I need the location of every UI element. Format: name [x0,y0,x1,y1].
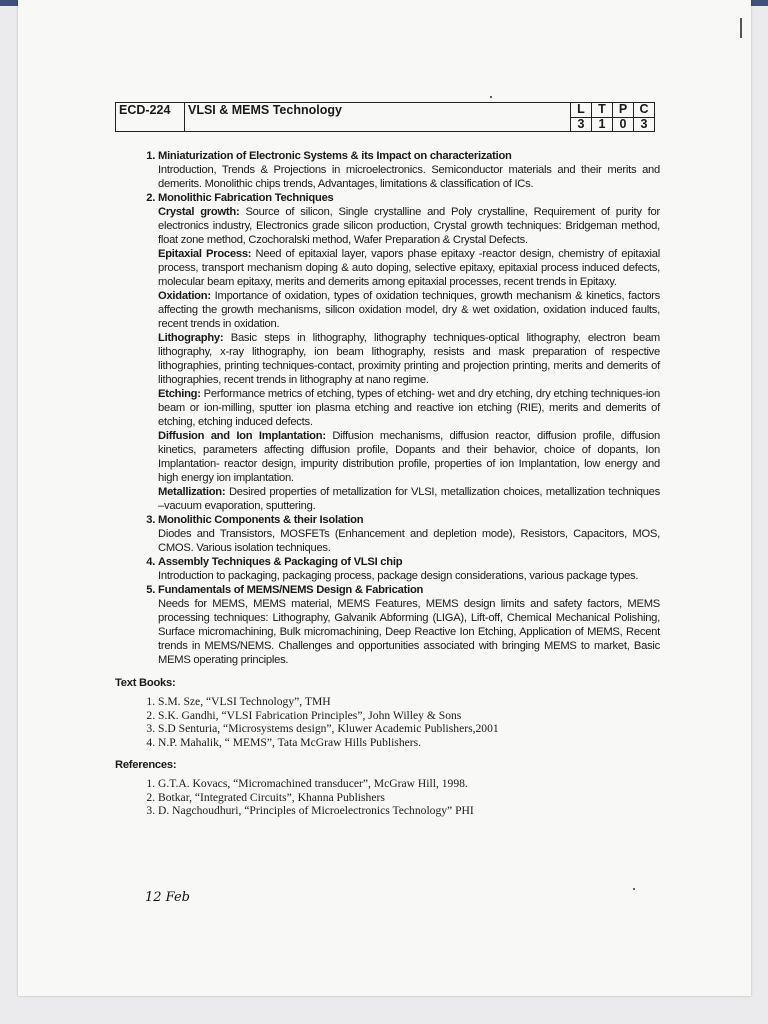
unit-body: Introduction, Trends & Projections in microelectronics. Semiconductor materials and their merits and demerits. Monolithic chips trends, Advantages, limitations & classification of ICs. [158,164,660,190]
unit-item [158,555,660,583]
topic-paragraph [158,289,660,331]
topic-paragraph [158,205,660,247]
topic-title: Lithography: [158,332,224,344]
reference-item: 1. G.T.A. Kovacs, “Micromachined transducer”, McGraw Hill, 1998. [158,777,660,791]
text-books-list [115,695,660,749]
scan-mark [740,18,742,38]
book-item: 3. S.D Senturia, “Microsystems design”, Kluwer Academic Publishers,2001 [158,722,660,736]
topic-text: Diffusion mechanisms, diffusion reactor, diffusion profile, diffusion kinetics, parameters affecting diffusion profile, Dopants and their behavior, choice of dopants, Ion Implantation- reactor design, impurity distribution profile, properties of ion Implantation, low energy and high energy ion implantation. [158,430,661,484]
unit-body: Needs for MEMS, MEMS material, MEMS Features, MEMS design limits and safety factors, MEMS processing techniques: Lithography, Galvanik Abforming (LIGA), Lift-off, Chemical Mechanical Polishing, Surface micromachining, Bulk micromachining, Deep Reactive Ion Etching, Application of MEMS, Recent trends in MEMS/NEMS. Challenges and opportunities associated with bringing MEMS to market, Basic MEMS operating principles. [158,598,660,666]
unit-item [158,583,660,667]
unit-heading: 4. Assembly Techniques & Packaging of VLSI chip [158,556,403,568]
topic-title: Etching: [158,388,201,400]
ltpc-label-t: T [592,103,613,118]
topic-title: Metallization: [158,486,226,498]
book-item: 2. S.K. Gandhi, “VLSI Fabrication Principles”, John Willey & Sons [158,709,660,723]
ltpc-label-c: C [634,103,655,118]
topic-title: Oxidation: [158,290,211,302]
unit-body: Diodes and Transistors, MOSFETs (Enhancement and depletion mode), Resistors, Capacitors, MOS, CMOS. Various isolation techniques. [158,528,660,554]
ltpc-label-p: P [613,103,634,118]
scan-speck [633,888,635,890]
unit-list [115,149,660,667]
unit-heading: 5. Fundamentals of MEMS/NEMS Design & Fabrication [158,584,424,596]
book-item: 1. S.M. Sze, “VLSI Technology”, TMH [158,695,660,709]
topic-paragraph [158,485,660,513]
ltpc-value-c: 3 [634,117,655,132]
ltpc-value-t: 1 [592,117,613,132]
text-books-heading: Text Books: [115,677,176,689]
unit-heading: 3. Monolithic Components & their Isolation [158,514,364,526]
unit-item [158,191,660,513]
topic-title: Epitaxial Process: [158,248,252,260]
unit-item [158,149,660,191]
topic-title: Crystal growth: [158,206,240,218]
topic-paragraph [158,331,660,387]
topic-text: Basic steps in lithography, lithography techniques-optical lithography, electron beam lithography, x-ray lithography, ion beam lithography, resists and mask preparation of respective lithographies, printing techniques-contact, proximity printing and projection printing, merits and demerits of lithographies, recent trends in lithography at nano regime. [158,332,660,386]
syllabus-content [115,149,660,818]
course-code: ECD-224 [116,103,185,132]
topic-text: Source of silicon, Single crystalline and Poly crystalline, Requirement of purity for electronics industry, Electronics grade silicon production, Crystal growth techniques: Bridgeman method, float zone method, Czochoralski method, Wafer Preparation & Crystal Defects. [158,206,660,246]
reference-item: 3. D. Nagchoudhuri, “Principles of Microelectronics Technology” PHI [158,804,660,818]
topic-text: Performance metrics of etching, types of etching- wet and dry etching, dry etching techniques-ion beam or ion-milling, sputter ion plasma etching and reactive ion etching (RIE), merits and demerits of etching, etching induced defects. [158,388,660,428]
references-list [115,777,660,818]
topic-title: Diffusion and Ion Implantation: [158,430,326,442]
ltpc-value-p: 0 [613,117,634,132]
topic-text: Need of epitaxial layer, vapors phase epitaxy -reactor design, chemistry of epitaxial process, transport mechanism doping & auto doping, selective epitaxy, epitaxial process induced defects, molecular beam epitaxy, merits and demerits among epitaxial processes, recent trends in Epitaxy. [158,248,660,288]
course-title: VLSI & MEMS Technology [185,103,571,132]
topic-text: Desired properties of metallization for VLSI, metallization choices, metallization techniques –vacuum evaporation, sputtering. [158,486,661,512]
topic-paragraph [158,387,660,429]
handwritten-date: 12 Feb [145,890,190,905]
unit-heading: 1. Miniaturization of Electronic Systems & its Impact on characterization [158,150,512,162]
references-heading: References: [115,759,177,771]
ltpc-value-l: 3 [571,117,592,132]
unit-heading: 2. Monolithic Fabrication Techniques [158,192,334,204]
unit-body: Introduction to packaging, packaging process, package design considerations, various package types. [158,570,639,582]
scan-speck [490,96,492,98]
book-item: 4. N.P. Mahalik, “ MEMS”, Tata McGraw Hills Publishers. [158,736,660,750]
topic-paragraph [158,247,660,289]
unit-item [158,513,660,555]
topic-text: Importance of oxidation, types of oxidation techniques, growth mechanism & kinetics, factors affecting the growth mechanisms, silicon oxidation model, dry & wet oxidation, oxidation induced faults, recent trends in oxidation. [158,290,660,330]
topic-paragraph [158,429,660,485]
course-header-table [115,102,655,132]
ltpc-label-l: L [571,103,592,118]
reference-item: 2. Botkar, “Integrated Circuits”, Khanna Publishers [158,791,660,805]
